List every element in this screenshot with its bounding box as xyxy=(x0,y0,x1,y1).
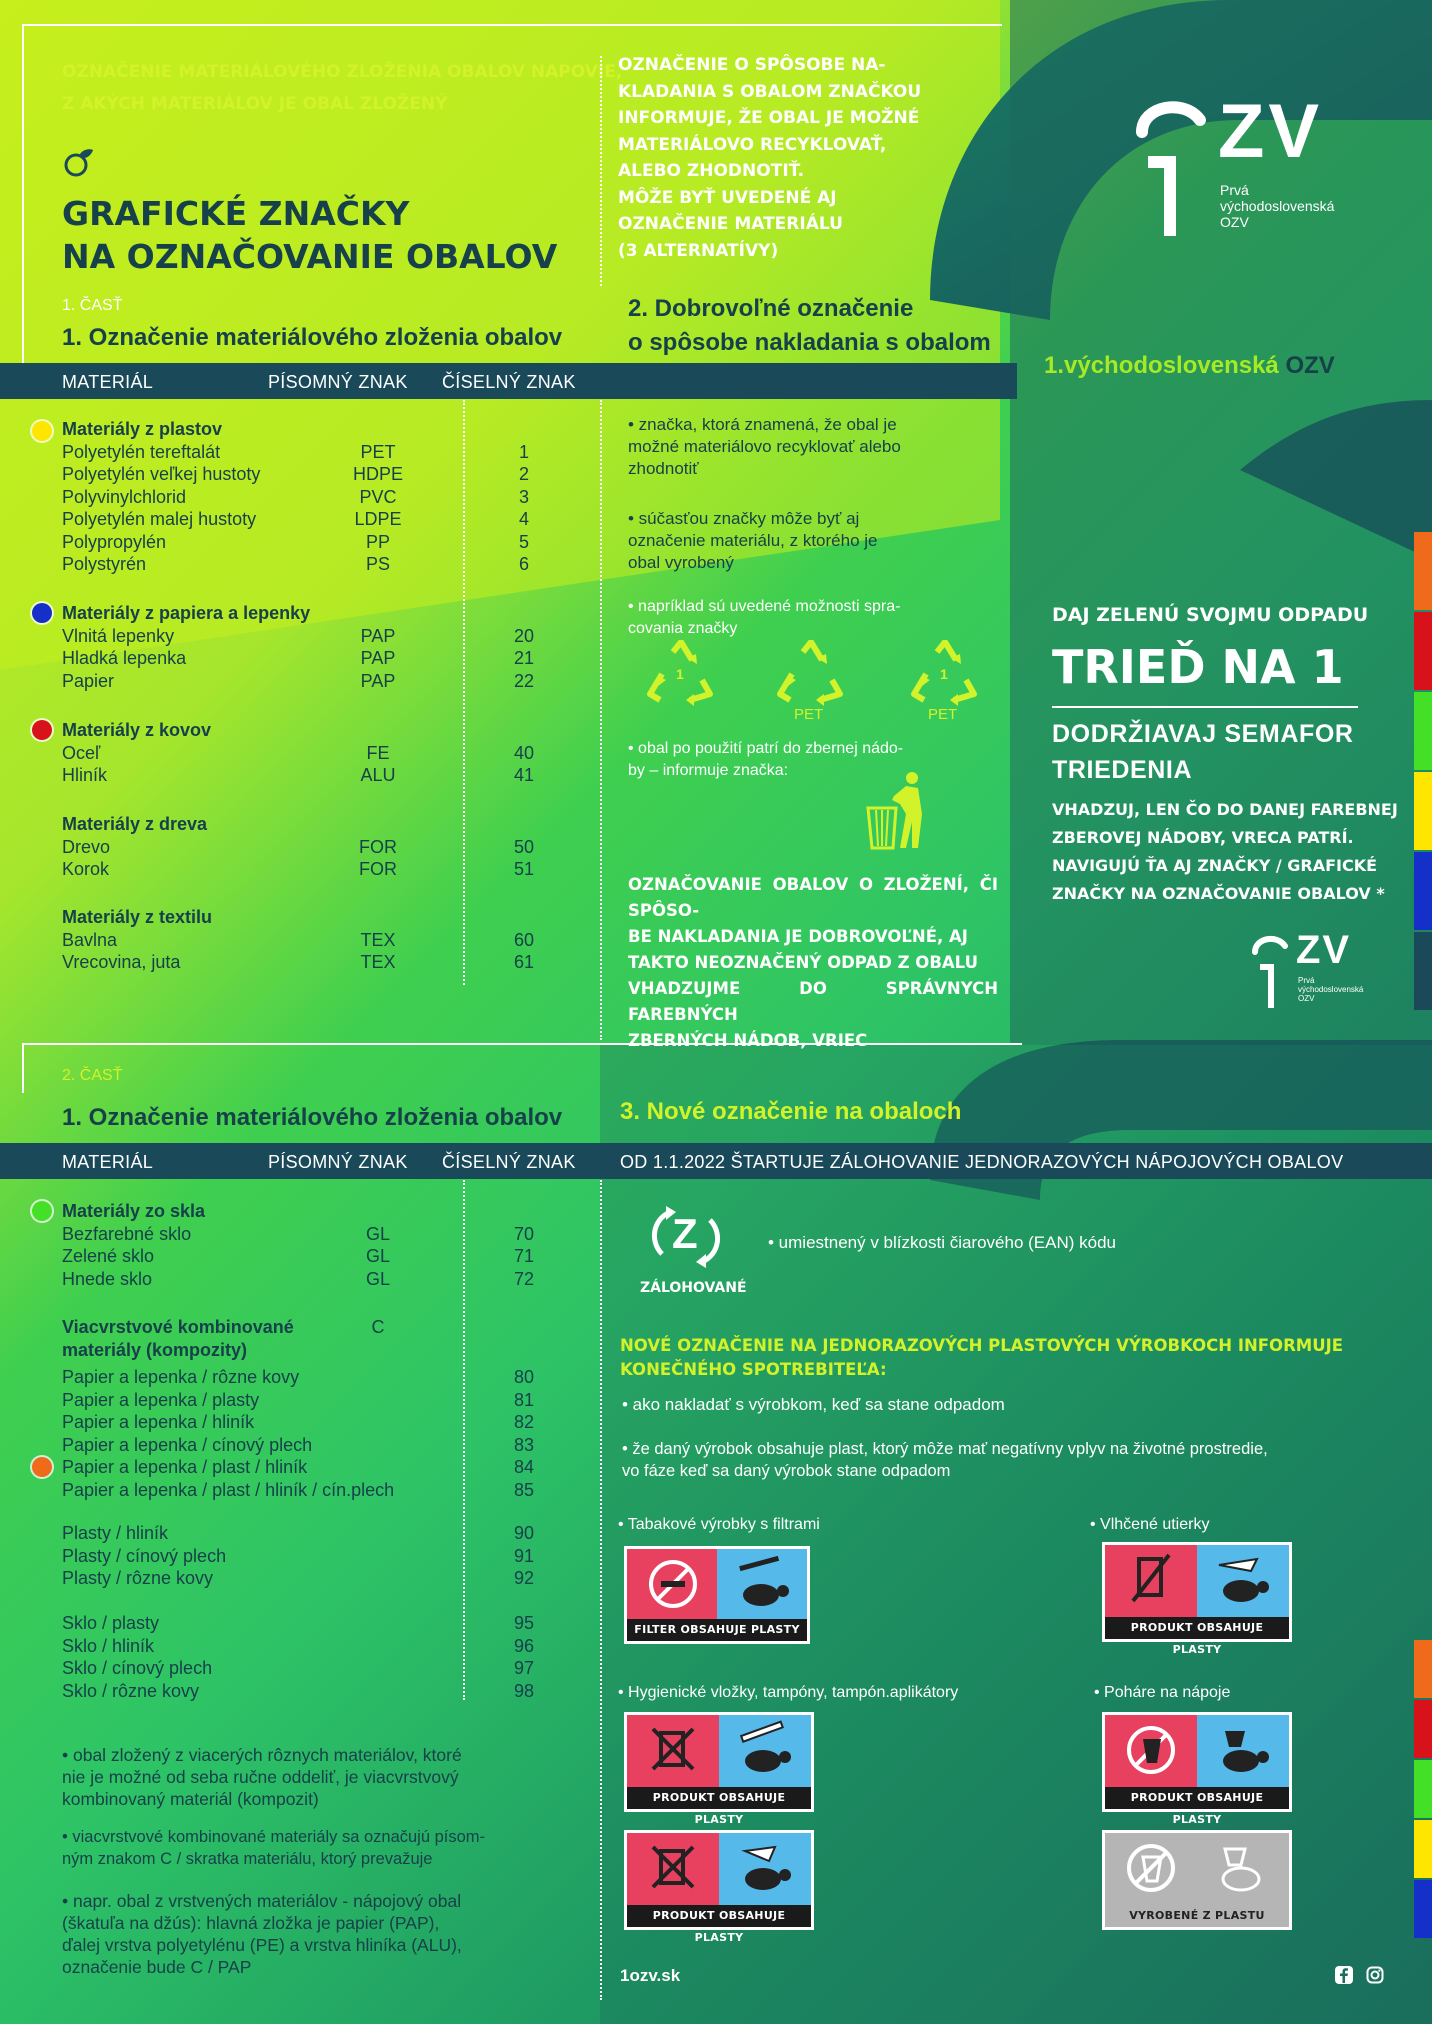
label-cups-1 xyxy=(1102,1712,1292,1826)
deposit-symbol: Z ZÁLOHOVANÉ xyxy=(636,1202,736,1302)
part-1-heading: 1. Označenie materiálového zloženia obalov xyxy=(62,324,563,351)
part-2-label: 2. ČASŤ xyxy=(62,1067,123,1084)
bullet-recyclable: • značka, ktorá znamená, že obal je možné materiálovo recyklovať alebo zhodnotiť xyxy=(628,415,901,478)
intro-mid: OZNAČENIE O SPÔSOBE NA- KLADANIA S OBALOM ZNAČKOU INFORMUJE, ŽE OBAL JE MOŽNÉ MATERIÁLOVO RECYKLOVAŤ, ALEBO ZHODNOTIŤ. MÔŽE BYŤ UVEDENÉ AJ OZNAČENIE MATERIÁLU (3 ALTERNATÍVY) xyxy=(618,55,922,261)
block-sklo: Materiály zo skla Bezfarebné sklo Zelené sklo Hnede sklo xyxy=(62,1201,206,1289)
frame-left xyxy=(22,24,24,364)
nums-textil: 60 61 xyxy=(513,929,535,972)
side-green xyxy=(1414,692,1432,770)
divider-col-1 xyxy=(463,400,465,985)
part-2-heading: 2. Dobrovoľné označenie o spôsobe nakladania s obalom xyxy=(628,295,991,356)
label-cups-2 xyxy=(1102,1830,1292,1930)
divider-top xyxy=(600,56,602,286)
block-plasty-2: Plasty / hliník Plasty / cínový plech Plasty / rôzne kovy xyxy=(62,1523,227,1588)
side-orange xyxy=(1414,532,1432,610)
icon-title-cups: • Poháre na nápoje xyxy=(1094,1684,1231,1701)
logo-small-tagline: Prvá východoslovenská OZV xyxy=(1298,976,1364,1003)
dot-papier xyxy=(32,603,52,623)
code-kompozit: C xyxy=(371,1317,385,1337)
caption-4: PRODUKT OBSAHUJE PLASTY xyxy=(1105,1787,1289,1809)
logo-name: 1.východoslovenská OZV xyxy=(1044,352,1335,379)
col2-numeric: ČÍSELNÝ ZNAK xyxy=(442,1152,576,1172)
label-hygiene-2 xyxy=(624,1830,814,1944)
caption-5: PRODUKT OBSAHUJE PLASTY xyxy=(627,1905,811,1927)
part-2-table-heading: 1. Označenie materiálového zloženia obalov xyxy=(62,1104,563,1131)
caption-1: FILTER OBSAHUJE PLASTY xyxy=(627,1619,807,1641)
icon-title-hygiene: • Hygienické vložky, tampóny, tampón.aplikátory xyxy=(618,1684,959,1701)
label-hygiene-1 xyxy=(624,1712,814,1826)
frame-left-2 xyxy=(22,1043,24,1093)
new-bullet-1: • ako nakladať s výrobkom, keď sa stane odpadom xyxy=(622,1395,1005,1414)
dot-plast xyxy=(32,421,52,441)
codes-papier: PAP PAP PAP xyxy=(360,625,396,691)
recycle-symbol-2: PET xyxy=(776,640,846,732)
block-kompozit-title: Viacvrstvové kombinované materiály (kompozity) xyxy=(62,1317,294,1360)
dot-kovy xyxy=(32,720,52,740)
deposit-news: OD 1.1.2022 ŠTARTUJE ZÁLOHOVANIE JEDNORAZOVÝCH NÁPOJOVÝCH OBALOV xyxy=(620,1152,1344,1172)
new-bullet-2: • že daný výrobok obsahuje plast, ktorý môže mať negatívny vplyv na životné prostredie, vo fáze keď sa daný výrobok stane odpadom xyxy=(622,1440,1268,1480)
right-text: VHADZUJ, LEN ČO DO DANEJ FAREBNEJ ZBEROVEJ NÁDOBY, VRECA PATRÍ. NAVIGUJÚ ŤA AJ ZNAČKY / GRAFICKÉ ZNAČKY NA OZNAČOVANIE OBALOV * xyxy=(1052,800,1398,903)
deposit-label: ZÁLOHOVANÉ xyxy=(640,1280,747,1296)
logo-letters: ZV xyxy=(1218,89,1324,174)
leaf-logo-icon xyxy=(62,146,96,180)
frame-top xyxy=(22,24,1002,26)
bullet-options: • napríklad sú uvedené možnosti spra- covania značky xyxy=(628,598,901,637)
side-green-2 xyxy=(1414,1760,1432,1818)
col-numeric: ČÍSELNÝ ZNAK xyxy=(442,372,576,392)
block-sklo-2: Sklo / plasty Sklo / hliník Sklo / cínový plech Sklo / rôzne kovy xyxy=(62,1613,213,1701)
codes-textil: TEX TEX xyxy=(360,929,396,972)
voluntary-note: OZNAČOVANIE OBALOV O ZLOŽENÍ, ČI SPÔSO- BE NAKLADANIA JE DOBROVOĽNÉ, AJ TAKTO NEOZNAČENÝ ODPAD Z OBALU VHADZUJME DO SPRÁVNYCH FAREBNÝCH ZBERNÝCH NÁDOB, VRIEC xyxy=(628,875,998,1050)
slogan-line xyxy=(1052,706,1358,708)
slogan: DAJ ZELENÚ SVOJMU ODPADU xyxy=(1052,604,1369,626)
bullet-kompozit-code: • viacvrstvové kombinované materiály sa označujú písom- ným znakom C / skratka materiálu, ktorý prevažuje xyxy=(62,1828,486,1868)
icon-title-wipes: • Vlhčené utierky xyxy=(1090,1516,1210,1533)
deposit-text: • umiestnený v blízkosti čiarového (EAN) kódu xyxy=(768,1233,1116,1252)
nums-sklo: 70 71 72 xyxy=(513,1223,535,1289)
side-orange-2 xyxy=(1414,1640,1432,1698)
instagram-icon[interactable] xyxy=(1366,1966,1384,1984)
col-written: PÍSOMNÝ ZNAK xyxy=(268,372,408,392)
divider-mid-1 xyxy=(600,400,602,1040)
nums-papier: 20 21 22 xyxy=(513,625,535,691)
ozv-logo-small: ZV Prvá východoslovenská OZV xyxy=(1252,934,1382,1014)
nums-kovy: 40 41 xyxy=(513,742,535,785)
dot-kompozit xyxy=(32,1457,52,1477)
caption-6: VYROBENÉ Z PLASTU xyxy=(1105,1905,1289,1927)
bullet-example: • napr. obal z vrstvených materiálov - nápojový obal (škatuľa na džús): hlavná zložka je papier (PAP), ďalej vrstva polyetylénu (PE) a vrstva hliníka (ALU), označenie bude C / PAP xyxy=(62,1891,462,1977)
col2-material: MATERIÁL xyxy=(62,1152,154,1172)
tidyman-icon xyxy=(866,770,928,850)
codes-sklo: GL GL GL xyxy=(365,1223,390,1289)
codes-plasty: PET HDPE PVC LDPE PP PS xyxy=(352,441,403,574)
bullet-bin: • obal po použití patrí do zbernej nádo- by – informuje značka: xyxy=(628,740,904,779)
nums-sklo-2: 95 96 97 98 xyxy=(513,1613,535,1701)
facebook-icon[interactable] xyxy=(1335,1966,1353,1984)
codes-kovy: FE ALU xyxy=(360,742,396,785)
new-label-heading: NOVÉ OZNAČENIE NA JEDNORAZOVÝCH PLASTOVÝCH VÝROBKOCH INFORMUJE KONEČNÉHO SPOTREBITEĽA: xyxy=(620,1336,1344,1379)
label-wipes xyxy=(1102,1542,1292,1656)
ozv-logo xyxy=(1134,89,1384,248)
big-slogan: TRIEĎ NA 1 xyxy=(1052,640,1344,694)
bullet-kompozit: • obal zložený z viacerých rôznych materiálov, ktoré nie je možné od seba ručne oddeliť, je viacvrstvový kombinovaný materiál (kompozit) xyxy=(62,1745,462,1809)
side-yellow xyxy=(1414,772,1432,850)
bullet-material-part: • súčasťou značky môže byť aj označenie materiálu, z ktorého je obal vyrobený xyxy=(628,509,878,572)
side-yellow-2 xyxy=(1414,1820,1432,1878)
block-kompozit: Papier a lepenka / rôzne kovy Papier a lepenka / plasty Papier a lepenka / hliník Papier a lepenka / cínový plech Papier a lepenka / plast / hliník Papier a lepenka / plast / hliník / cín.plech xyxy=(62,1367,395,1500)
nums-plasty: 1 2 3 4 5 6 xyxy=(518,441,529,574)
logo-tagline: Prvá východoslovenská OZV xyxy=(1220,182,1335,230)
nums-drevo: 50 51 xyxy=(513,836,535,879)
divider-col-2 xyxy=(463,1180,465,1700)
side-red xyxy=(1414,612,1432,690)
semafor: DODRŽIAVAJ SEMAFOR TRIEDENIA xyxy=(1052,720,1354,784)
nums-plasty-2: 90 91 92 xyxy=(513,1523,535,1588)
dot-sklo xyxy=(32,1201,52,1221)
recycle-symbol-3: 1 PET xyxy=(910,640,980,732)
caption-2: PRODUKT OBSAHUJE PLASTY xyxy=(1105,1617,1289,1639)
part-3-heading: 3. Nové označenie na obaloch xyxy=(620,1098,962,1125)
caption-3: PRODUKT OBSAHUJE PLASTY xyxy=(627,1787,811,1809)
main-title: GRAFICKÉ ZNAČKY NA OZNAČOVANIE OBALOV xyxy=(62,194,558,276)
side-navy xyxy=(1414,932,1432,1010)
side-blue xyxy=(1414,852,1432,930)
side-red-2 xyxy=(1414,1700,1432,1758)
block-drevo: Materiály z dreva Drevo Korok xyxy=(62,814,208,879)
block-textil: Materiály z textilu Bavlna Vrecovina, juta xyxy=(62,907,213,972)
codes-drevo: FOR FOR xyxy=(359,836,397,879)
block-kovy: Materiály z kovov Oceľ Hliník xyxy=(62,720,212,785)
part-1-label: 1. ČASŤ xyxy=(62,297,123,314)
label-tobacco xyxy=(624,1546,810,1644)
col2-written: PÍSOMNÝ ZNAK xyxy=(268,1152,408,1172)
intro-left: OZNAČENIE MATERIÁLOVÉHO ZLOŽENIA OBALOV NAPOVIE, Z AKÝCH MATERIÁLOV JE OBAL ZLOŽENÝ xyxy=(62,62,623,114)
recycle-symbol-1: 1 xyxy=(646,640,716,716)
block-plasty: Materiály z plastov Polyetylén tereftalát Polyetylén veľkej hustoty Polyvinylchlorid Polyetylén malej hustoty Polypropylén Polystyrén xyxy=(62,419,261,574)
col-material: MATERIÁL xyxy=(62,372,154,392)
side-blue-2 xyxy=(1414,1880,1432,1938)
divider-mid-2 xyxy=(600,1180,602,2000)
icon-title-tobacco: • Tabakové výrobky s filtrami xyxy=(618,1516,820,1533)
nums-kompozit: 80 81 82 83 84 85 xyxy=(513,1367,535,1500)
website-link[interactable]: 1ozv.sk xyxy=(620,1966,681,1985)
block-papier: Materiály z papiera a lepenky Vlnitá lepenky Hladká lepenka Papier xyxy=(62,603,311,691)
